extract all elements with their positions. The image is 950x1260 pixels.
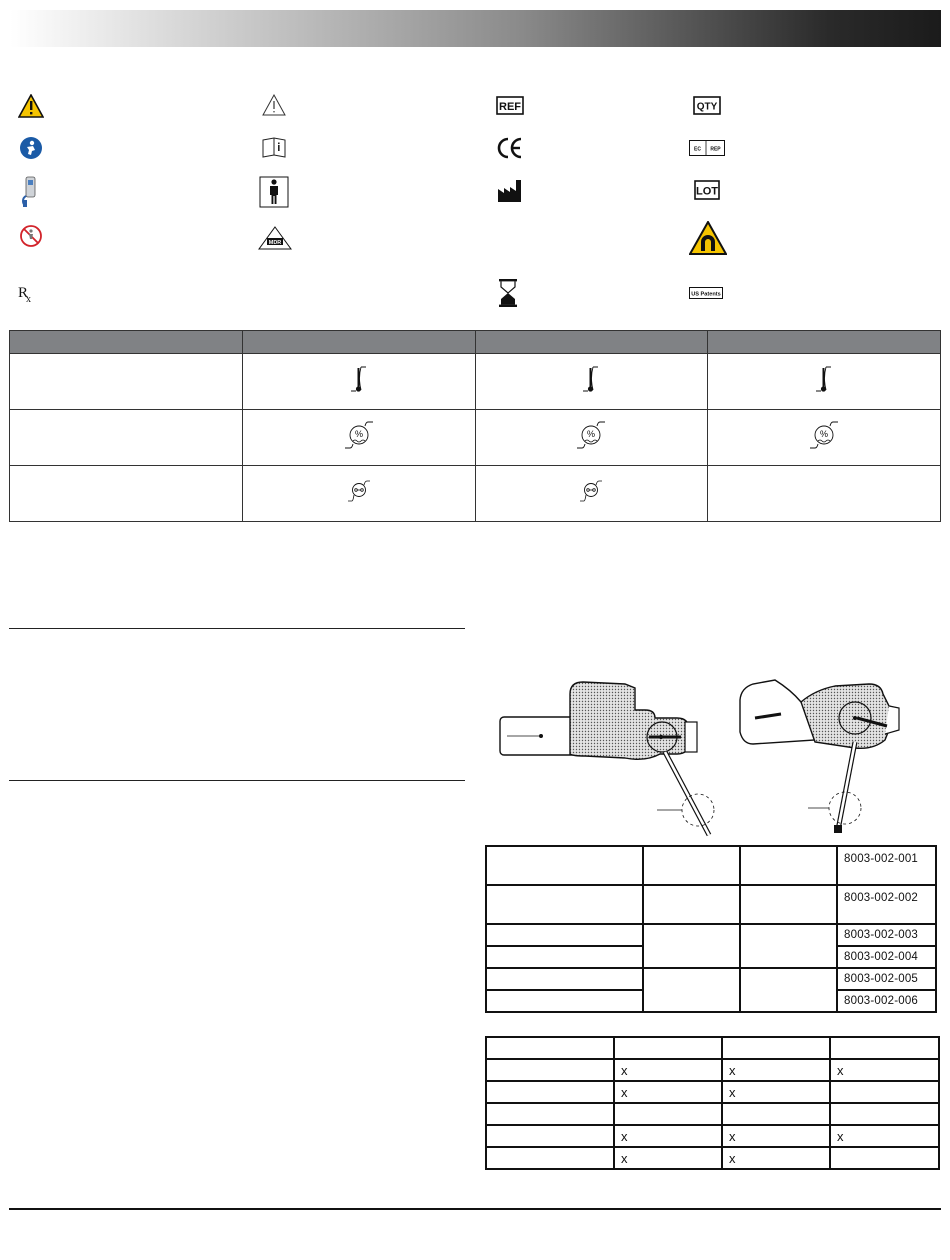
- manufacturer-icon: [497, 179, 523, 203]
- table-cell: [486, 1125, 614, 1147]
- temperature-limit-icon: [813, 381, 835, 398]
- warning-triangle-icon: [18, 94, 44, 118]
- quantity-icon: [693, 96, 721, 115]
- env-table-header: [10, 331, 941, 354]
- table-cell: [643, 968, 740, 1012]
- table-row: [486, 1037, 939, 1059]
- table-cell: x: [722, 1147, 830, 1169]
- table-cell: x: [722, 1125, 830, 1147]
- env-cell: [475, 466, 708, 522]
- humidity-limit-icon: [809, 429, 839, 455]
- reference-number-icon: [496, 96, 524, 115]
- table-cell: [722, 1037, 830, 1059]
- svg-text:REF: REF: [499, 101, 521, 113]
- table-row: [486, 1147, 939, 1169]
- section-divider: [9, 628, 465, 629]
- table-cell: [722, 1103, 830, 1125]
- table-cell: [614, 1037, 722, 1059]
- svg-text:LOT: LOT: [696, 185, 718, 198]
- svg-text:%: %: [820, 429, 829, 439]
- table-cell: [486, 1037, 614, 1059]
- table-cell: [614, 1103, 722, 1125]
- pad-right-illustration: [740, 680, 899, 833]
- svg-text:MDR: MDR: [268, 240, 282, 246]
- prescription-only-icon: [17, 283, 37, 303]
- svg-text:x: x: [26, 294, 31, 303]
- env-cell: [475, 354, 708, 410]
- table-cell: [486, 990, 643, 1012]
- table-cell: [643, 924, 740, 968]
- product-code-cell: 8003-002-003: [837, 924, 936, 946]
- pad-left-illustration: [500, 682, 714, 835]
- temperature-limit-icon: [348, 381, 370, 398]
- product-code-cell: 8003-002-004: [837, 946, 936, 968]
- ce-mark-icon: [497, 136, 523, 160]
- follow-instructions-icon: [19, 136, 43, 160]
- table-cell: [643, 885, 740, 924]
- product-code-cell: 8003-002-001: [837, 846, 936, 885]
- table-cell: [740, 968, 837, 1012]
- svg-text:REP: REP: [710, 146, 721, 153]
- table-cell: x: [614, 1147, 722, 1169]
- footer-rule: [9, 1208, 941, 1210]
- table-cell: [830, 1081, 939, 1103]
- consult-instructions-icon: [262, 137, 286, 158]
- table-cell: [486, 1103, 614, 1125]
- env-row-humidity: [10, 410, 941, 466]
- product-codes-table: [485, 845, 937, 1013]
- table-row: [486, 924, 936, 946]
- svg-text:QTY: QTY: [696, 101, 718, 113]
- table-cell: [486, 1059, 614, 1081]
- patient-icon: [259, 176, 289, 208]
- env-cell: [475, 410, 708, 466]
- svg-text:US Patents: US Patents: [691, 291, 721, 298]
- humidity-limit-icon: [576, 429, 606, 455]
- svg-text:%: %: [587, 429, 596, 439]
- table-cell: [486, 968, 643, 990]
- svg-text:EC: EC: [694, 146, 701, 153]
- mdr-icon: [258, 226, 292, 250]
- table-cell: [740, 924, 837, 968]
- env-row-pressure: [10, 466, 941, 522]
- env-cell: [242, 354, 475, 410]
- humidity-limit-icon: [344, 429, 374, 455]
- table-row: [486, 1103, 939, 1125]
- table-row: [486, 968, 936, 990]
- table-cell: [486, 885, 643, 924]
- authorized-representative-icon: [689, 140, 725, 156]
- table-cell: x: [614, 1059, 722, 1081]
- mr-unsafe-icon: [689, 221, 727, 255]
- env-header-cell: [242, 331, 475, 354]
- section-divider: [9, 780, 465, 781]
- header-bar: [10, 10, 941, 47]
- device-controller-icon: [20, 176, 40, 208]
- do-not-reuse-icon: [19, 224, 43, 248]
- use-by-date-icon: [498, 278, 518, 308]
- table-cell: [740, 846, 837, 885]
- svg-text:R: R: [18, 285, 29, 301]
- table-cell: [830, 1037, 939, 1059]
- env-header-cell: [10, 331, 243, 354]
- svg-text:%: %: [354, 429, 363, 439]
- caution-icon: [262, 94, 286, 116]
- table-cell: x: [830, 1059, 939, 1081]
- env-cell: [708, 410, 941, 466]
- environmental-conditions-table: [9, 330, 941, 522]
- table-cell: [486, 946, 643, 968]
- table-row: [486, 846, 936, 885]
- us-patents-icon: [689, 287, 723, 299]
- env-cell: [708, 354, 941, 410]
- table-cell: x: [830, 1125, 939, 1147]
- env-cell: [242, 466, 475, 522]
- env-header-cell: [475, 331, 708, 354]
- product-code-cell: 8003-002-005: [837, 968, 936, 990]
- table-cell: [830, 1147, 939, 1169]
- lot-number-icon: [694, 180, 720, 200]
- compatibility-table: [485, 1036, 940, 1170]
- env-cell: [708, 466, 941, 522]
- product-code-cell: 8003-002-002: [837, 885, 936, 924]
- table-row: [486, 1125, 939, 1147]
- table-cell: [486, 1147, 614, 1169]
- table-cell: [486, 1081, 614, 1103]
- table-row: [486, 885, 936, 924]
- table-cell: [643, 846, 740, 885]
- atmospheric-pressure-icon: [579, 490, 603, 507]
- table-cell: [486, 924, 643, 946]
- env-row-temperature: [10, 354, 941, 410]
- env-cell: [10, 410, 243, 466]
- atmospheric-pressure-icon: [347, 490, 371, 507]
- product-illustration: [485, 670, 935, 845]
- table-row: [486, 1059, 939, 1081]
- table-cell: x: [614, 1125, 722, 1147]
- temperature-limit-icon: [580, 381, 602, 398]
- table-cell: x: [722, 1081, 830, 1103]
- table-row: [486, 1081, 939, 1103]
- table-cell: [486, 846, 643, 885]
- env-header-cell: [708, 331, 941, 354]
- table-cell: [830, 1103, 939, 1125]
- env-cell: [242, 410, 475, 466]
- table-cell: x: [722, 1059, 830, 1081]
- env-cell: [10, 354, 243, 410]
- table-cell: x: [614, 1081, 722, 1103]
- env-cell: [10, 466, 243, 522]
- table-cell: [740, 885, 837, 924]
- product-code-cell: 8003-002-006: [837, 990, 936, 1012]
